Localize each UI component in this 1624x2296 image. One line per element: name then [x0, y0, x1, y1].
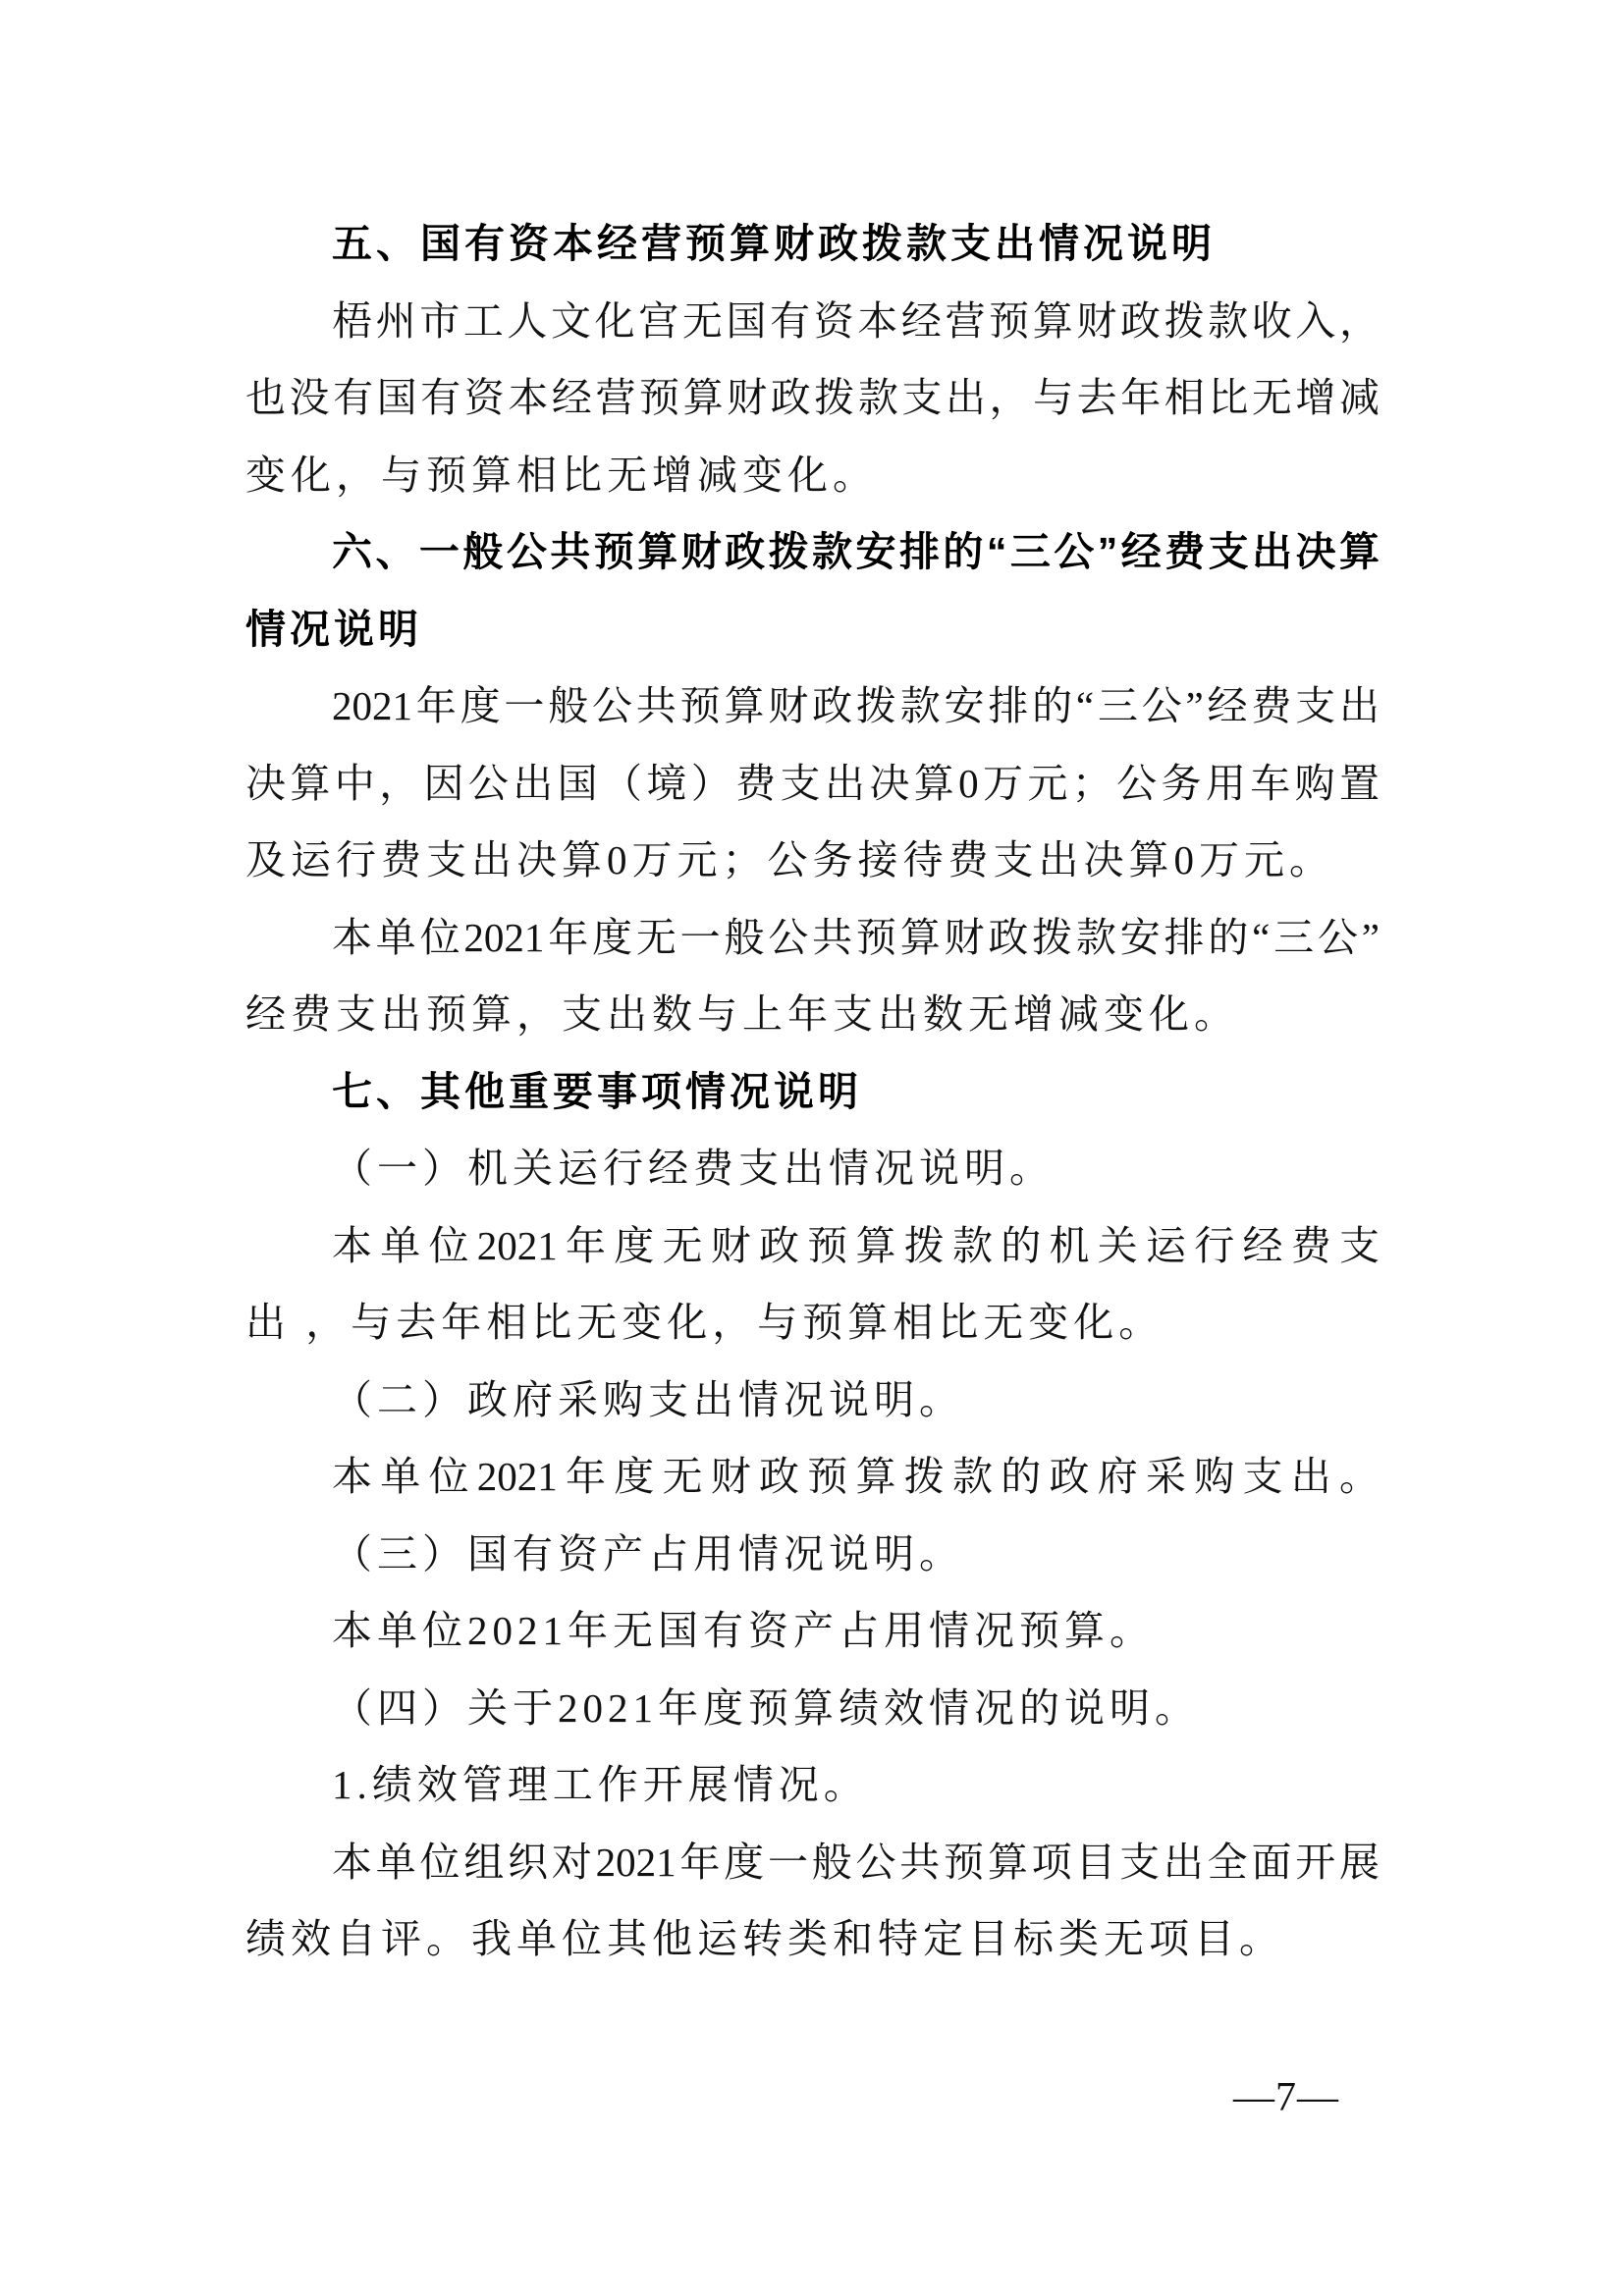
- paragraph-line: 也没有国有资本经营预算财政拨款支出，与去年相比无增减: [245, 375, 1380, 420]
- paragraph-line: （四）关于2021年度预算绩效情况的说明。: [332, 1684, 1200, 1731]
- paragraph-line: 1.绩效管理工作开展情况。: [332, 1762, 869, 1807]
- paragraph-line: 本单位2021年无国有资产占用情况预算。: [332, 1608, 1155, 1653]
- paragraph-line: （二）政府采购支出情况说明。: [332, 1376, 964, 1422]
- page-number: —7—: [1233, 2075, 1339, 2120]
- paragraph-line: 出 ，与去年相比无变化，与预算相比无变化。: [245, 1300, 1164, 1345]
- section-heading-line: 五、国有资本经营预算财政拨款支出情况说明: [332, 221, 1216, 266]
- paragraph-line: 梧州市工人文化宫无国有资本经营预算财政拨款收入，: [332, 297, 1380, 344]
- paragraph-line: 绩效自评。我单位其他运转类和特定目标类无项目。: [245, 1916, 1284, 1961]
- paragraph-line: 2021年度一般公共预算财政拨款安排的“三公”经费支出: [332, 683, 1380, 728]
- paragraph-line: 及运行费支出决算0万元；公务接待费支出决算0万元。: [245, 837, 1334, 882]
- paragraph-line: 变化，与预算相比无增减变化。: [245, 452, 878, 498]
- section-heading-line: 七、其他重要事项情况说明: [332, 1068, 862, 1114]
- paragraph-line: 本单位2021年度无财政预算拨款的机关运行经费支: [332, 1222, 1380, 1268]
- document-content: [245, 205, 1380, 1978]
- paragraph-line: 本单位2021年度无财政预算拨款的政府采购支出。: [332, 1454, 1380, 1499]
- section-heading-line: 情况说明: [245, 606, 422, 652]
- paragraph-line: 本单位组织对2021年度一般公共预算项目支出全面开展: [332, 1839, 1380, 1885]
- section-heading-line: 六、一般公共预算财政拨款安排的“三公”经费支出决算: [332, 529, 1380, 574]
- paragraph-line: 经费支出预算，支出数与上年支出数无增减变化。: [245, 991, 1239, 1037]
- paragraph-line: （三）国有资产占用情况说明。: [332, 1530, 964, 1576]
- paragraph-line: 本单位2021年度无一般公共预算财政拨款安排的“三公”: [332, 914, 1380, 960]
- paragraph-line: （一）机关运行经费支出情况说明。: [332, 1146, 1055, 1191]
- paragraph-line: 决算中，因公出国（境）费支出决算0万元；公务用车购置: [245, 760, 1380, 806]
